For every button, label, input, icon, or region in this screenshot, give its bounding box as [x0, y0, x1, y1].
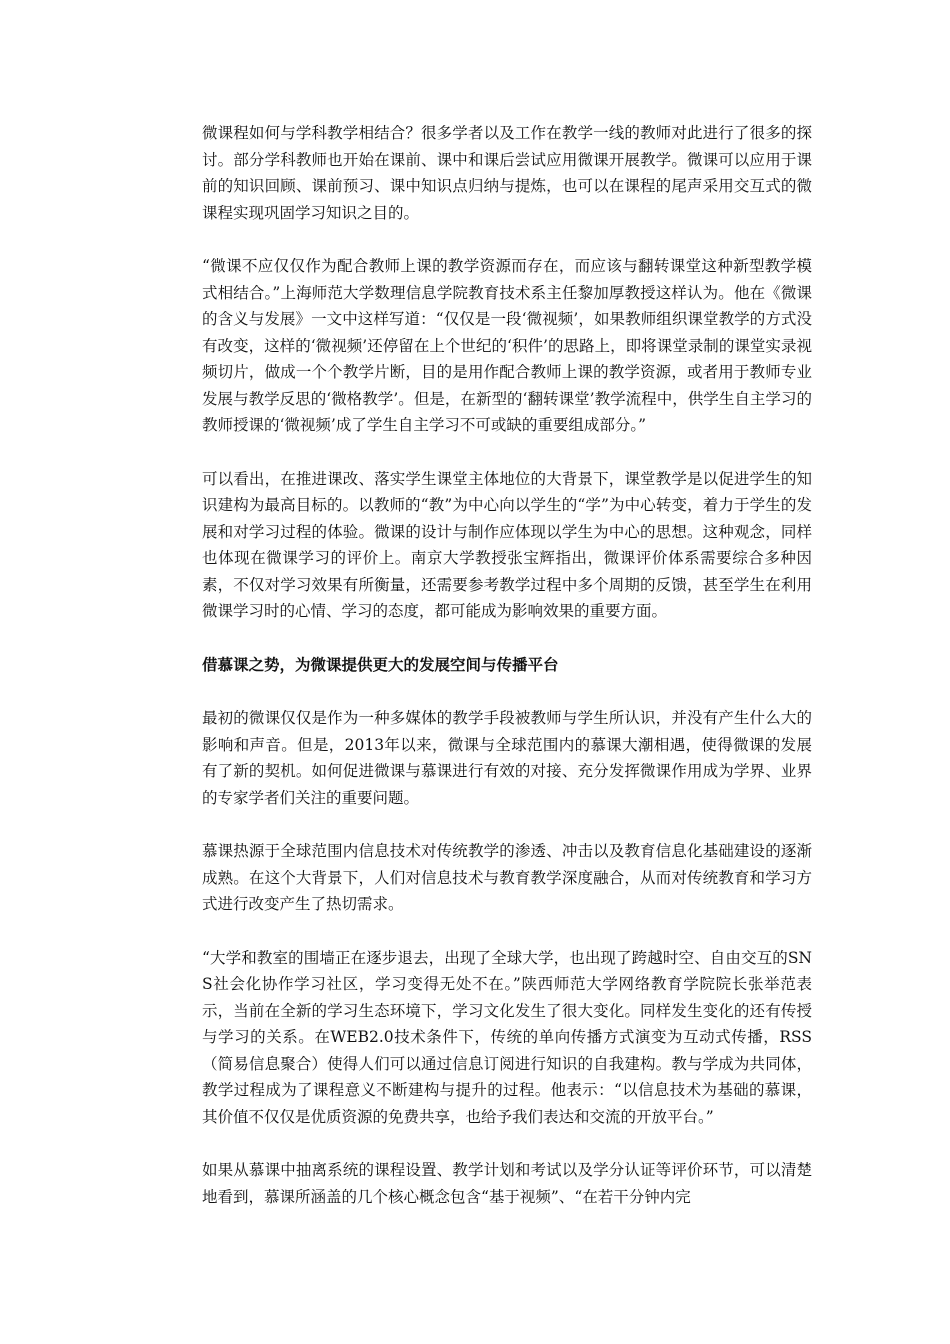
- article-body: [202, 120, 812, 1237]
- paragraph-1: 微课程如何与学科教学相结合？很多学者以及工作在教学一线的教师对此进行了很多的探讨。部分学科教师也开始在课前、课中和课后尝试应用微课开展教学。微课可以应用于课前的知识回顾、课前预习、课中知识点归纳与提炼，也可以在课程的尾声采用交互式的微课程实现巩固学习知识之目的。: [202, 124, 812, 222]
- paragraph-5: 慕课热源于全球范围内信息技术对传统教学的渗透、冲击以及教育信息化基础建设的逐渐成熟。在这个大背景下，人们对信息技术与教育教学深度融合，从而对传统教育和学习方式进行改变产生了热切需求。: [202, 842, 812, 913]
- paragraph-4: 最初的微课仅仅是作为一种多媒体的教学手段被教师与学生所认识，并没有产生什么大的影响和声音。但是，2013年以来，微课与全球范围内的慕课大潮相遇，使得微课的发展有了新的契机。如何促进微课与慕课进行有效的对接、充分发挥微课作用成为学界、业界的专家学者们关注的重要问题。: [202, 709, 812, 807]
- paragraph-6: “大学和教室的围墙正在逐步退去，出现了全球大学，也出现了跨越时空、自由交互的SNS社会化协作学习社区，学习变得无处不在。”陕西师范大学网络教育学院院长张举范表示，当前在全新的学习生态环境下，学习文化发生了很大变化。同样发生变化的还有传授与学习的关系。在WEB2.0技术条件下，传统的单向传播方式演变为互动式传播，RSS（简易信息聚合）使得人们可以通过信息订阅进行知识的自我建构。教与学成为共同体，教学过程成为了课程意义不断建构与提升的过程。他表示：“以信息技术为基础的慕课，其价值不仅仅是优质资源的免费共享，也给予我们表达和交流的开放平台。”: [202, 948, 812, 1126]
- paragraph-3: 可以看出，在推进课改、落实学生课堂主体地位的大背景下，课堂教学是以促进学生的知识建构为最高目标的。以教师的“教”为中心向以学生的“学”为中心转变，着力于学生的发展和对学习过程的体验。微课的设计与制作应体现以学生为中心的思想。这种观念，同样也体现在微课学习的评价上。南京大学教授张宝辉指出，微课评价体系需要综合多种因素，不仅对学习效果有所衡量，还需要参考教学过程中多个周期的反馈，甚至学生在利用微课学习时的心情、学习的态度，都可能成为影响效果的重要方面。: [202, 469, 812, 620]
- paragraph-7: 如果从慕课中抽离系统的课程设置、教学计划和考试以及学分认证等评价环节，可以清楚地看到，慕课所涵盖的几个核心概念包含“基于视频”、“在若干分钟内完: [202, 1161, 812, 1206]
- paragraph-2: “微课不应仅仅作为配合教师上课的教学资源而存在，而应该与翻转课堂这种新型教学模式相结合。”上海师范大学数理信息学院教育技术系主任黎加厚教授这样认为。他在《微课的含义与发展》一文中这样写道：“仅仅是一段‘微视频’，如果教师组织课堂教学的方式没有改变，这样的‘微视频’还停留在上个世纪的‘积件’的思路上，即将课堂录制的课堂实录视频切片，做成一个个教学片断，目的是用作配合教师上课的教学资源，或者用于教师专业发展与教学反思的‘微格教学’。但是，在新型的‘翻转课堂’教学流程中，供学生自主学习的教师授课的‘微视频’成了学生自主学习不可或缺的重要组成部分。”: [202, 257, 812, 434]
- section-heading: 借慕课之势，为微课提供更大的发展空间与传播平台: [202, 655, 559, 674]
